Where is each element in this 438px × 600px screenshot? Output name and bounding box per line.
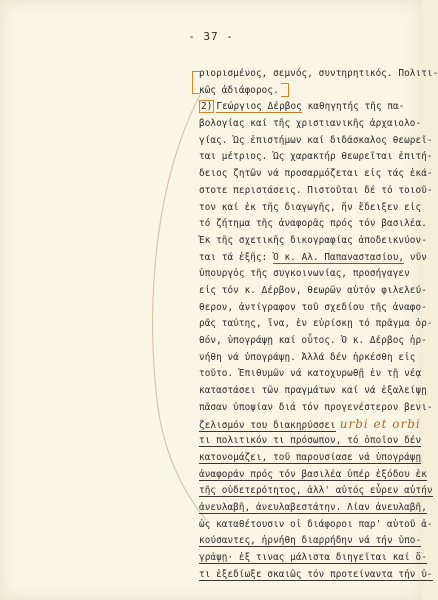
underlined-text: τι πολιτικόν τι πρόσωπον, τό ὁποῖον δέν — [199, 435, 422, 447]
underlined-text: ἀνευλαβῆ, ἀνευλαβεστάτην. Λίαν ἀνευλαβῆ, — [199, 501, 427, 513]
text-line: θόν, ὑπογράψῃ καί οὗτος. Ὁ κ. Δέρβος ἠρ- — [199, 335, 427, 346]
text-line: τοῦτο. Ἐπιθυμῶν νά κατοχυρωθῇ ἐν τῇ νέᾳ — [199, 368, 422, 380]
text-line: θερον, ἀντίγραφον τοῦ σχεδίου τῆς ἀναφο- — [199, 301, 427, 313]
underlined-name: Ὁ κ. Αλ. Παπαναστασίου, — [273, 251, 405, 263]
text-line: ρᾶς ταύτης, ἵνα, ἐν εὑρίσκῃ τό πρᾶγμα ὀρ- — [199, 318, 433, 330]
text-line — [199, 433, 422, 450]
text-line: ὑπουργός τῆς συγκοινωνίας, προσήγαγεν — [199, 268, 410, 280]
text-line — [199, 467, 427, 484]
underlined-text: ζελισμόν του διακηρύσσει — [199, 420, 336, 432]
underlined-text: τῆς οὐδετερότητος, ἀλλ' αὐτός εὗρεν αὐτήν — [199, 485, 433, 497]
text-line: ὡς καταθέτουσιν οἱ διάφοροι παρ' αὐτοῦ ἀ- — [199, 518, 433, 530]
item-number: 2) — [201, 101, 213, 113]
text-line — [199, 533, 422, 550]
text-line: δειος ζητῶν νά προσαρμόζεται εἰς τάς ἑκά- — [199, 168, 433, 180]
text-line — [199, 450, 422, 467]
text-line — [199, 550, 427, 567]
text-line: νήθη νά ὑπογράψῃ. Ἀλλά δέν ἠρκέσθη εἰς — [199, 351, 416, 363]
text-line — [199, 250, 427, 267]
handwritten-annotation: urbi et orbi — [339, 417, 421, 432]
text-line-item-heading — [199, 99, 409, 116]
bracket-mark-end — [281, 83, 289, 97]
item-name: Γεώργιος Δέρβος — [216, 101, 302, 113]
text-line — [199, 83, 409, 100]
text-line: καταστάσει τῶν πραγμάτων καί νά ἐξαλείψῃ — [199, 385, 427, 397]
text-line-annotated — [199, 416, 421, 433]
underlined-text: τι ἐξεδίωξε σκαιῶς τόν προτείναντα τήν ὑ- — [199, 568, 433, 580]
text-line-content: κῶς ἀδιάφορος. — [199, 84, 279, 96]
page-number: - 37 - — [188, 30, 234, 43]
text-line — [199, 567, 433, 584]
text-line — [199, 483, 433, 500]
text-line: γίας. Ὡς ἐπιστήμων καί διδάσκαλος θεωρεῖ- — [199, 134, 433, 146]
text-line: Ἐκ τῆς σχετικῆς δικογραφίας ἀποδεικνύον- — [199, 234, 427, 246]
text-line: βολογίας καί τῆς χριστιανικῆς ἀρχαιολο- — [199, 118, 422, 130]
underlined-text: κούσαντες, ἠρνήθη διαρρήδην νά τήν ὑπο- — [199, 535, 422, 547]
underlined-text: κατονομάζει, τοῦ παρουσίασε νά ὑπογράψῃ — [199, 451, 422, 463]
text-line: τον καί ἐκ τῆς διαγωγῆς, ἥν ἔδειξεν εἰς — [199, 201, 422, 213]
text-line: στοτε περιστάσεις. Πιστοῦται δέ τό τοιοῦ- — [199, 184, 433, 196]
text-line: εἰς τόν κ. Δέρβον, θεωρῶν αὐτόν φιλελεύ- — [199, 284, 427, 296]
text-line-suffix: νῦν — [404, 251, 427, 263]
text-line-prefix: ται τά ἑξῆς: — [199, 251, 274, 263]
text-line: πᾶσαν ὑποψίαν διά τόν προγενέστερον βενι- — [199, 401, 433, 413]
text-line: ται μέτριος. Ὡς χαρακτήρ θεωρεῖται ἐπιτή- — [199, 151, 433, 163]
text-line — [199, 500, 427, 517]
text-line: τό ζήτημα τῆς ἀναφορᾶς πρός τόν βασιλέα. — [199, 218, 427, 230]
text-body — [199, 66, 438, 583]
text-line: ριορισμένος, σεμνός, συντηρητικός. Πολιτι- — [199, 68, 438, 79]
item-rest: καθηγητής τῆς πα- — [301, 101, 405, 113]
underlined-text: γράψῃ· ἐξ τινας μάλιστα διηγεῖται καί ὅ- — [199, 551, 427, 563]
underlined-text: ἀναφοράν πρός τόν βασιλέα ὑπέρ ἐξόδου ἐκ — [199, 468, 427, 480]
